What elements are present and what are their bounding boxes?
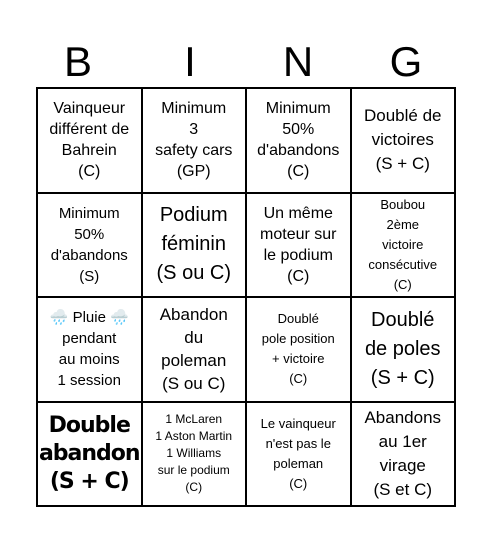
bingo-cell[interactable] [352,298,457,403]
cell-text: Podium féminin (S ou C) [156,204,231,285]
cell-text: Vainqueur différent de Bahrein (C) [49,100,130,181]
cell-text: Abandons au 1er virage (S et C) [364,407,442,499]
bingo-cell[interactable] [352,403,457,508]
bingo-grid [36,87,456,507]
cell-text: Doublé pole position + victoire (C) [261,311,335,387]
cell-text: 🌧️ Pluie 🌧️ pendant au moins 1 session [49,309,129,390]
cell-text: Minimum 3 safety cars (GP) [155,100,233,181]
cell-text: Minimum 50% d'abandons (C) [257,100,340,181]
bingo-cell[interactable] [143,403,248,508]
bingo-cell[interactable] [247,298,352,403]
bingo-cell[interactable] [38,403,143,508]
bingo-cell[interactable] [247,194,352,299]
bingo-cell[interactable] [247,403,352,508]
bingo-cell[interactable] [38,298,143,403]
bingo-cell[interactable] [143,89,248,194]
header-letter-b: B [63,38,92,85]
bingo-cell[interactable] [38,89,143,194]
cell-text: Boubou 2ème victoire consécutive (C) [368,196,438,292]
bingo-cell[interactable] [143,298,248,403]
cell-text: Un même moteur sur le podium (C) [260,204,337,285]
header-letter-i: I [184,38,196,85]
cell-text: Le vainqueur n'est pas le poleman (C) [260,415,336,491]
bingo-cell[interactable] [143,194,248,299]
cell-text: Double abandon (S + C) [38,412,140,494]
bingo-cell[interactable] [38,194,143,299]
bingo-cell[interactable] [352,89,457,194]
bingo-cell[interactable] [247,89,352,194]
cell-text: Doublé de victoires (S + C) [363,106,442,174]
cell-text: Abandon du poleman (S ou C) [159,305,228,394]
header-letter-g: G [389,38,423,85]
cell-text: Doublé de poles (S + C) [364,308,441,389]
cell-text: 1 McLaren 1 Aston Martin 1 Williams sur le podium (C) [155,412,233,495]
header-letter-n: N [282,38,314,85]
bingo-header [36,38,456,86]
bingo-cell[interactable] [352,194,457,299]
cell-text: Minimum 50% d'abandons (S) [50,204,128,285]
